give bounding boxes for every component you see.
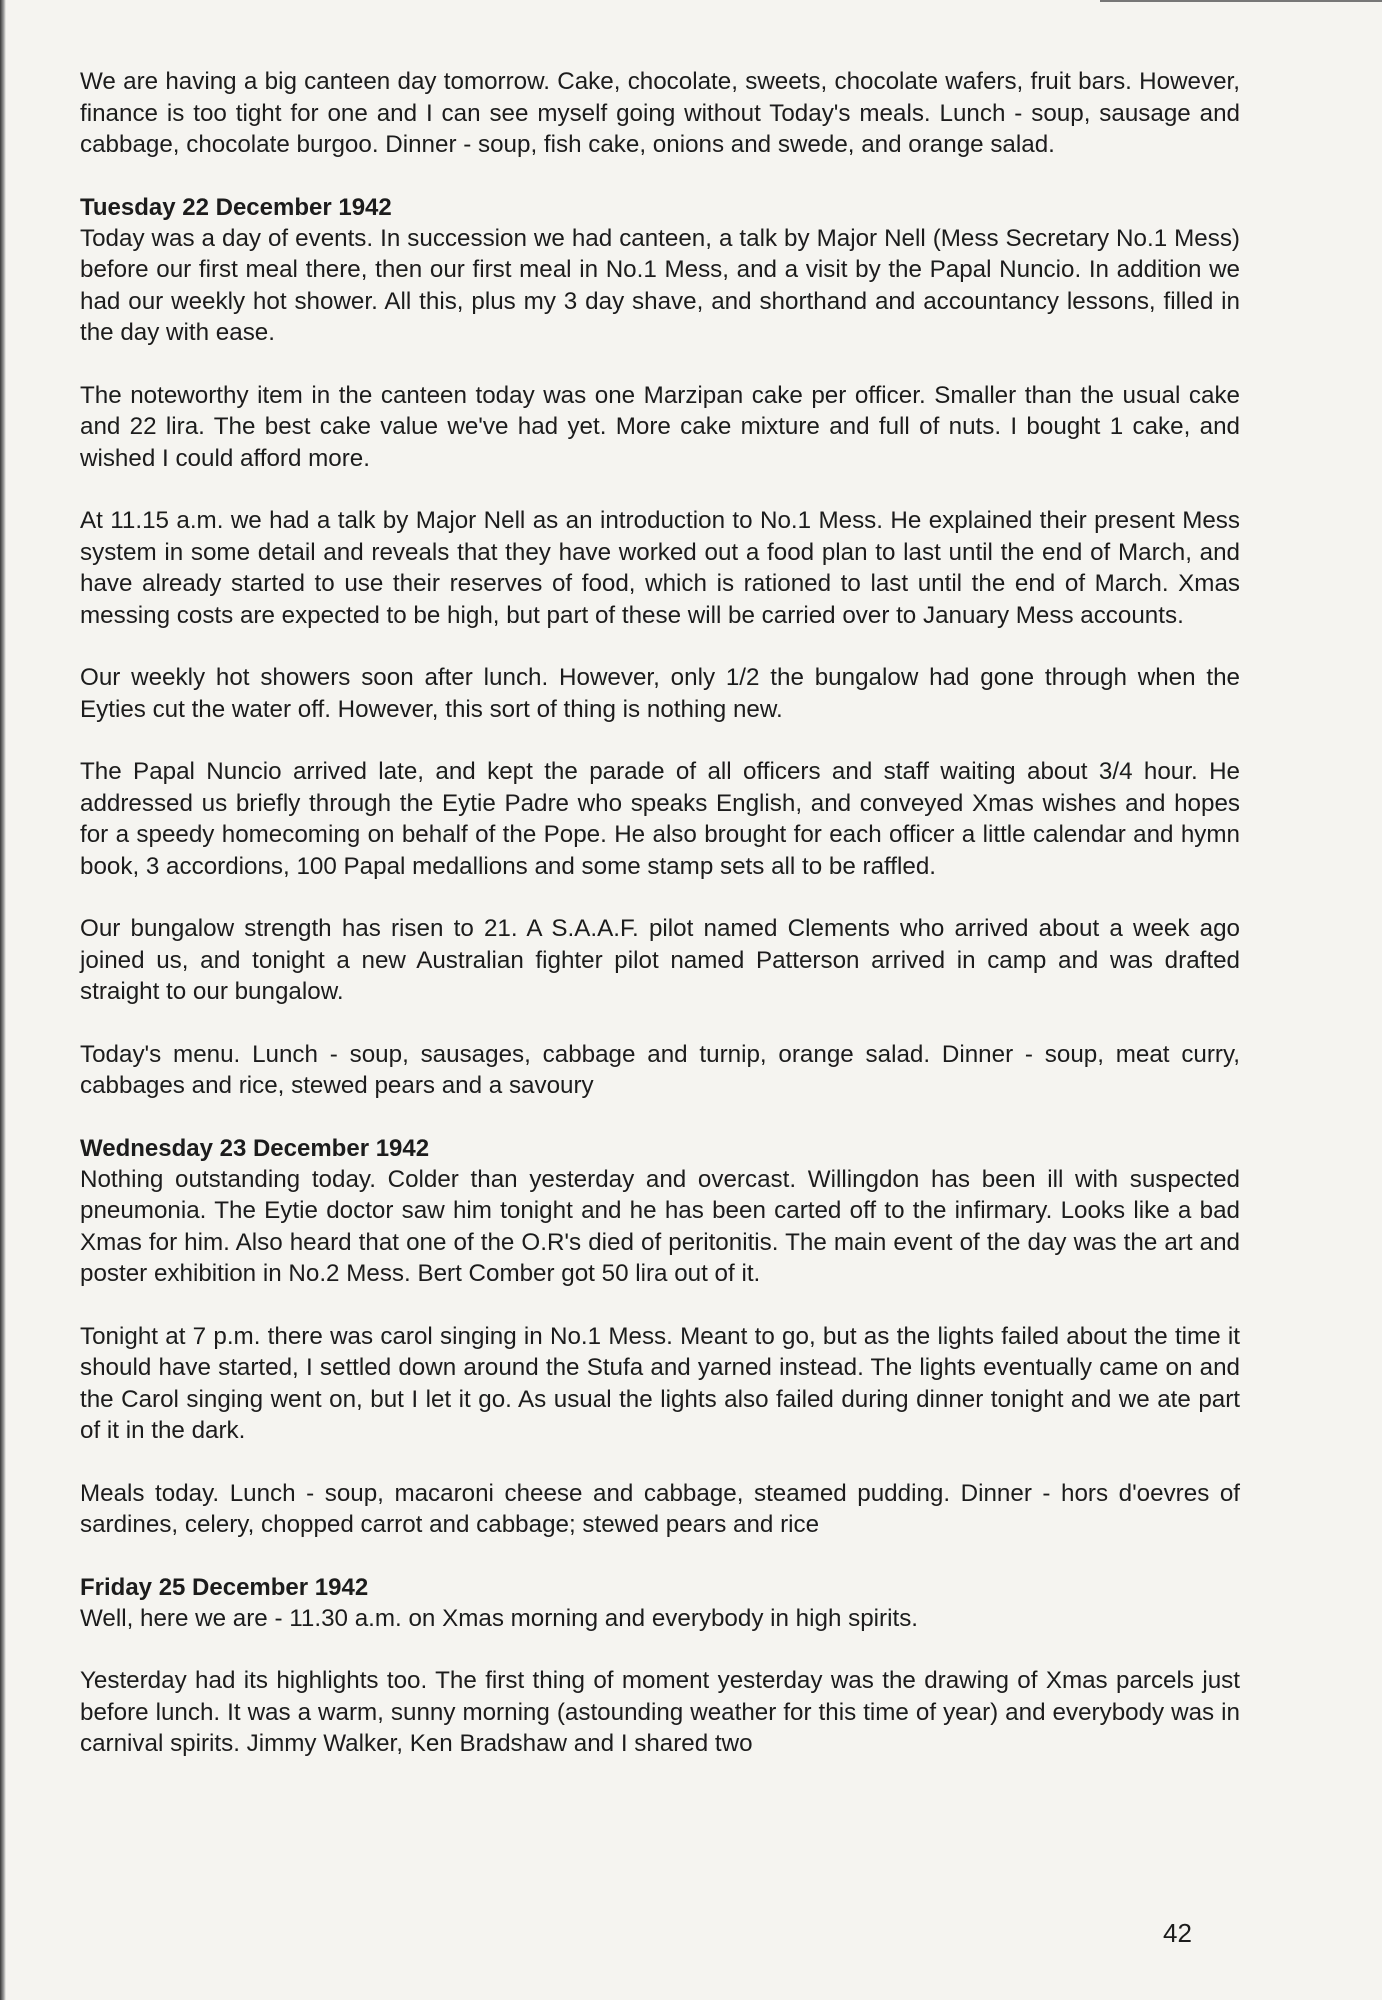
paragraph: The Papal Nuncio arrived late, and kept the parade of all officers and staff waiting about 3/4 hour. He addressed us briefly through the Eytie Padre who speaks English, and conveyed Xmas wishes and hopes for a speedy homecoming on behalf of the Pope. He also brought for each officer a little calendar and hymn book, 3 accordions, 100 Papal medallions and some stamp sets all to be raffled.: [80, 758, 1240, 880]
top-rule: [1100, 0, 1382, 2]
paragraph: The noteworthy item in the canteen today was one Marzipan cake per officer. Smaller than the usual cake and 22 lira. The best cake value we've had yet. More cake mixture and full of nuts. I bought 1 cake, and wished I could afford more.: [80, 381, 1240, 472]
paragraph: At 11.15 a.m. we had a talk by Major Nell as an introduction to No.1 Mess. He explained their present Mess system in some detail and reveals that they have worked out a food plan to last until the end of March, and have already started to use their reserves of food, which is rationed to last until the end of March. Xmas messing costs are expected to be high, but part of these will be carried over to January Mess accounts.: [80, 507, 1240, 629]
paragraph: Well, here we are - 11.30 a.m. on Xmas morning and everybody in high spirits.: [80, 1604, 919, 1632]
paragraph: Nothing outstanding today. Colder than yesterday and overcast. Willingdon has been ill with suspected pneumonia. The Eytie doctor saw him tonight and he has been carted off to the infirmary. Looks like a bad Xmas for him. Also heard that one of the O.R's died of peritonitis. The main event of the day was the art and poster exhibition in No.2 Mess. Bert Comber got 50 lira out of it.: [80, 1165, 1240, 1287]
paragraph: Our bungalow strength has risen to 21. A S.A.A.F. pilot named Clements who arrived about a week ago joined us, and tonight a new Australian fighter pilot named Patterson arrived in camp and was drafted straight to our bungalow.: [80, 915, 1240, 1005]
entry-heading: Wednesday 23 December 1942: [80, 1134, 430, 1162]
entry-heading: Tuesday 22 December 1942: [80, 193, 392, 221]
diary-text: [80, 66, 1240, 1791]
paragraph: Our weekly hot showers soon after lunch. However, only 1/2 the bungalow had gone through when the Eyties cut the water off. However, this sort of thing is nothing new.: [80, 664, 1240, 723]
entry-heading: Friday 25 December 1942: [80, 1573, 369, 1601]
paragraph: Today's menu. Lunch - soup, sausages, cabbage and turnip, orange salad. Dinner - soup, meat curry, cabbages and rice, stewed pears and a savoury: [80, 1040, 1240, 1099]
paragraph: Yesterday had its highlights too. The first thing of moment yesterday was the drawing of Xmas parcels just before lunch. It was a warm, sunny morning (astounding weather for this time of year) and everybody was in carnival spirits. Jimmy Walker, Ken Bradshaw and I shared two: [80, 1667, 1240, 1757]
paragraph: We are having a big canteen day tomorrow. Cake, chocolate, sweets, chocolate wafers, fruit bars. However, finance is too tight for one and I can see myself going without Today's meals. Lunch - soup, sausage and cabbage, chocolate burgoo. Dinner - soup, fish cake, onions and swede, and orange salad.: [80, 68, 1240, 158]
paragraph: Meals today. Lunch - soup, macaroni cheese and cabbage, steamed pudding. Dinner - hors d'oevres of sardines, celery, chopped carrot and cabbage; stewed pears and rice: [80, 1479, 1240, 1538]
page-edge-shadow: [0, 0, 6, 2000]
paragraph: Tonight at 7 p.m. there was carol singing in No.1 Mess. Meant to go, but as the lights failed about the time it should have started, I settled down around the Stufa and yarned instead. The lights eventually came on and the Carol singing went on, but I let it go. As usual the lights also failed during dinner tonight and we ate part of it in the dark.: [80, 1322, 1240, 1444]
page-number: 42: [1163, 1918, 1192, 1948]
paragraph: Today was a day of events. In succession we had canteen, a talk by Major Nell (Mess Secretary No.1 Mess) before our first meal there, then our first meal in No.1 Mess, and a visit by the Papal Nuncio. In addition we had our weekly hot shower. All this, plus my 3 day shave, and shorthand and accountancy lessons, filled in the day with ease.: [80, 224, 1240, 346]
